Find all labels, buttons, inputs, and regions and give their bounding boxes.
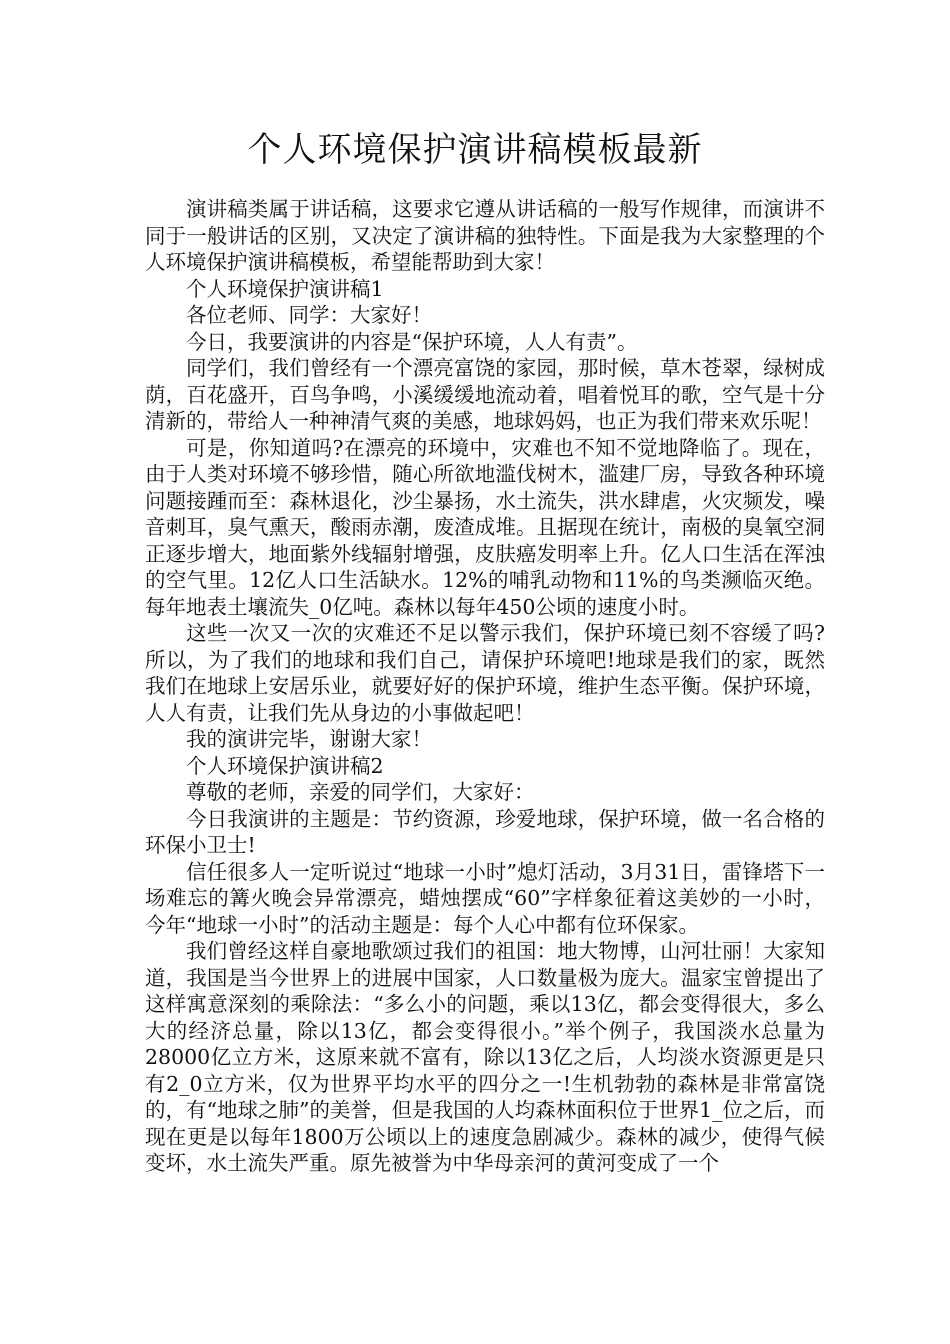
document-body bbox=[145, 196, 825, 1177]
paragraph-disasters: 可是，你知道吗?在漂亮的环境中，灾难也不知不觉地降临了。现在，由于人类对环境不够珍惜，随心所欲地滥伐树木，滥建厂房，导致各种环境问题接踵而至：森林退化，沙尘暴扬，水土流失，洪水肆虐，火灾频发，噪音刺耳，臭气熏天，酸雨赤潮，废渣成堆。且据现在统计，南极的臭氧空洞正逐步增大，地面紫外线辐射增强，皮肤癌发明率上升。亿人口生活在浑浊的空气里。12亿人口生活缺水。12%的哺乳动物和11%的鸟类濒临灭绝。每年地表土壤流失_0亿吨。森林以每年450公顷的速度小时。 bbox=[145, 435, 825, 619]
section-heading-speech-2: 个人环境保护演讲稿2 bbox=[186, 753, 384, 778]
paragraph-topic-2: 今日我演讲的主题是：节约资源，珍爱地球，保护环境，做一名合格的环保小卫士! bbox=[145, 806, 825, 857]
paragraph-earth-hour: 信任很多人一定听说过“地球一小时”熄灯活动，3月31日，雷锋塔下一场难忘的篝火晚会异常漂亮，蜡烛摆成“60”字样象征着这美妙的一小时，今年“地球一小时”的活动主题是：每个人心中都有位环保家。 bbox=[145, 859, 825, 937]
paragraph-closing-1: 我的演讲完毕，谢谢大家！ bbox=[186, 727, 432, 751]
paragraph-greeting-2: 尊敬的老师，亲爱的同学们，大家好： bbox=[186, 780, 535, 804]
paragraph-topic-1: 今日，我要演讲的内容是“保护环境，人人有责”。 bbox=[186, 329, 638, 354]
paragraph-resources: 我们曾经这样自豪地歌颂过我们的祖国：地大物博，山河壮丽！大家知道，我国是当今世界上的进展中国家，人口数量极为庞大。温家宝曾提出了这样寓意深刻的乘除法：“多么小的问题，乘以13亿，都会变得很大，多么大的经济总量，除以13亿，都会变得很小。”举个例子，我国淡水总量为28000亿立方米，这原来就不富有，除以13亿之后，人均淡水资源更是只有2_0立方米，仅为世界平均水平的四分之一!生机勃勃的森林是非常富饶的，有“地球之肺”的美誉，但是我国的人均森林面积位于世界1_位之后，而现在更是以每年1800万公顷以上的速度急剧减少。森林的减少，使得气候变坏，水土流失严重。原先被誉为中华母亲河的黄河变成了一个 bbox=[145, 939, 825, 1175]
document-title: 个人环境保护演讲稿模板最新 bbox=[247, 130, 703, 170]
section-heading-speech-1: 个人环境保护演讲稿1 bbox=[186, 276, 384, 301]
paragraph-intro: 演讲稿类属于讲话稿，这要求它遵从讲话稿的一般写作规律，而演讲不同于一般讲话的区别，又决定了演讲稿的独特性。下面是我为大家整理的个人环境保护演讲稿模板，希望能帮助到大家！ bbox=[145, 197, 825, 274]
paragraph-call-to-action: 这些一次又一次的灾难还不足以警示我们，保护环境已刻不容缓了吗?所以，为了我们的地球和我们自己，请保护环境吧!地球是我们的家，既然我们在地球上安居乐业，就要好好的保护环境，维护生态平衡。保护环境，人人有责，让我们先从身边的小事做起吧！ bbox=[145, 621, 825, 725]
paragraph-homeland: 同学们，我们曾经有一个漂亮富饶的家园，那时候，草木苍翠，绿树成荫，百花盛开，百鸟争鸣，小溪缓缓地流动着，唱着悦耳的歌，空气是十分清新的，带给人一种神清气爽的美感，地球妈妈，也正为我们带来欢乐呢！ bbox=[145, 356, 825, 433]
paragraph-greeting-1: 各位老师、同学：大家好！ bbox=[186, 303, 432, 327]
